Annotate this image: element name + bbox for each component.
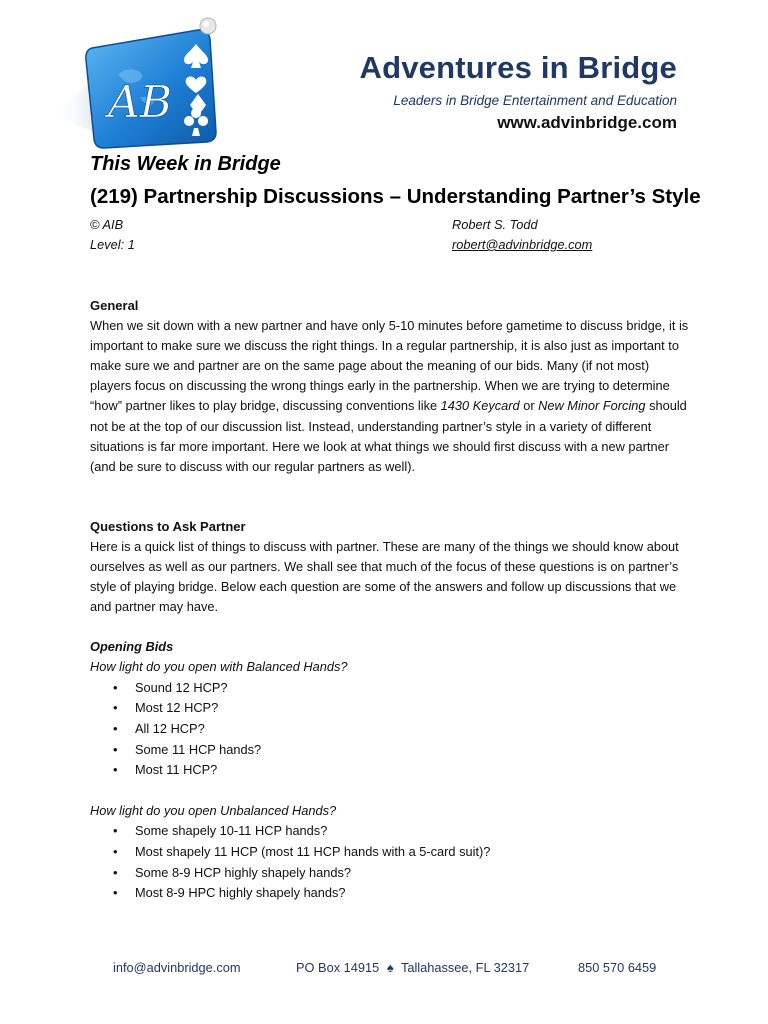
spacer [90, 781, 690, 801]
level: Level: 1 [90, 237, 135, 252]
list-item: • Sound 12 HCP? [135, 678, 690, 699]
ab-logo [48, 14, 228, 154]
balanced-hands-question: How light do you open with Balanced Hands? [90, 659, 348, 675]
brand-url-link[interactable]: www.advinbridge.com [497, 113, 677, 132]
general-text-1: When we sit down with a new partner and have only 5-10 minutes before gametime to discuss bridge, it is important to make sure we discuss the right things. In a regular partnership, it is also just as important to make sure we and partner are on the same page about the meaning of our bids. Many (if not most) players focus on discussing the wrong things early in the partnership. When we are trying to determine “how” partner likes to play bridge, discussing conventions like [90, 318, 689, 414]
author-email-link[interactable]: robert@advinbridge.com [452, 237, 593, 252]
keycard-term: 1430 Keycard [440, 398, 520, 414]
brand-tagline: Leaders in Bridge Entertainment and Education [393, 93, 677, 108]
footer-address [296, 960, 529, 975]
list-item: • Some 8-9 HCP highly shapely hands? [135, 863, 690, 884]
series-title: This Week in Bridge [90, 153, 281, 175]
spade-icon: ♠ [386, 960, 394, 975]
list-item: • Most shapely 11 HCP (most 11 HCP hands with a 5-card suit)? [135, 842, 690, 863]
list-item: • Most 12 HCP? [135, 698, 690, 719]
general-paragraph [90, 316, 690, 477]
ab-playing-card-logo-icon [48, 14, 228, 154]
opening-bids-heading: Opening Bids [90, 639, 174, 655]
unbalanced-answers-list [90, 821, 690, 904]
author-name: Robert S. Todd [452, 217, 538, 232]
svg-text:AB: AB [108, 77, 173, 128]
questions-paragraph: Here is a quick list of things to discuss with partner. These are many of the things we should know about ourselves as well as our partners. We shall see that much of the focus of these questions is on partner’s style of playing bridge. Below each question are some of the answers and follow up discussions that we and partner may have. [90, 538, 679, 615]
article-body [90, 296, 690, 904]
footer-po-box: PO Box 14915 [296, 960, 380, 975]
brand-name: Adventures in Bridge [359, 50, 677, 85]
new-minor-forcing-term: New Minor Forcing [538, 398, 646, 414]
author-email [452, 237, 592, 252]
article-title: (219) Partnership Discussions – Understanding Partner’s Style [90, 185, 701, 208]
general-heading: General [90, 298, 139, 313]
list-item: • Most 8-9 HPC highly shapely hands? [135, 883, 690, 904]
spacer [90, 477, 690, 517]
spacer [90, 617, 690, 637]
footer-phone: 850 570 6459 [578, 960, 657, 975]
list-item: • Most 11 HCP? [135, 760, 690, 781]
general-text-3: should not be at the top of our discussion list. Instead, understanding partner’s style in a variety of different situations is far more important. Here we look at what things we should first discuss with a new partner (and be sure to discuss with our regular partners as well). [90, 398, 687, 474]
general-text-2: or [519, 398, 539, 414]
list-item: • Some 11 HCP hands? [135, 740, 690, 761]
copyright: © AIB [90, 217, 124, 232]
footer-email-link[interactable]: info@advinbridge.com [113, 960, 241, 975]
questions-heading: Questions to Ask Partner [90, 518, 246, 534]
footer-city: Tallahassee, FL 32317 [400, 960, 530, 975]
unbalanced-hands-question: How light do you open Unbalanced Hands? [90, 803, 337, 819]
balanced-answers-list [90, 678, 690, 782]
list-item: • Some shapely 10-11 HCP hands? [135, 821, 690, 842]
list-item: • All 12 HCP? [135, 719, 690, 740]
